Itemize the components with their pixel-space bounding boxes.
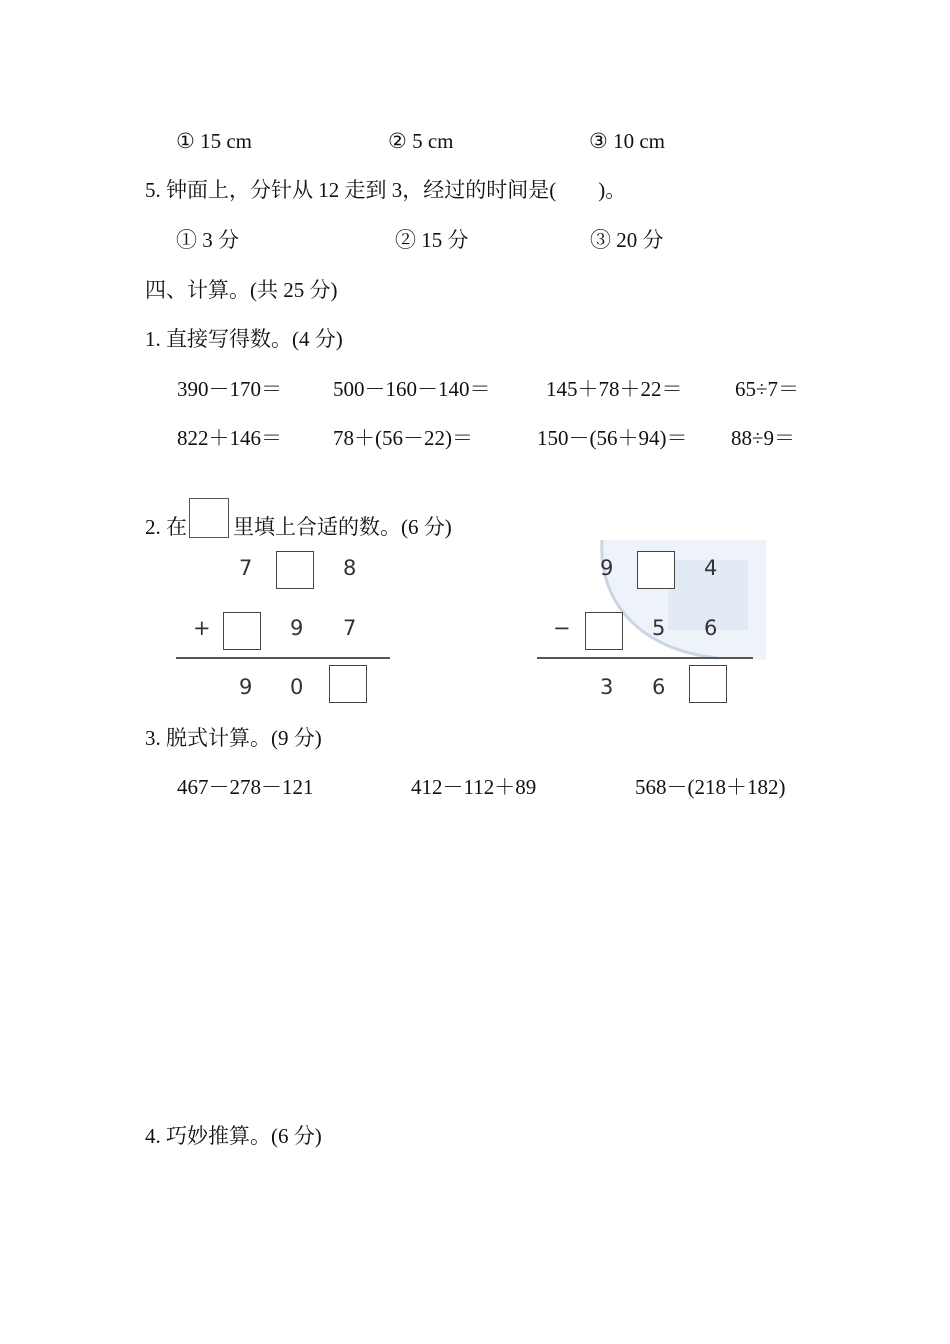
p2-title xyxy=(145,498,452,541)
sub-blank-result[interactable] xyxy=(689,665,727,703)
p3-expr-1: 467－278－121 xyxy=(177,775,314,799)
add-blank-result[interactable] xyxy=(329,665,367,703)
p3-expr-3: 568－(218＋182) xyxy=(635,775,786,799)
q4-option-1: ① 15 cm xyxy=(176,129,252,153)
sub-operator: − xyxy=(553,616,571,640)
p1-r2-c3: 150－(56＋94)＝ xyxy=(537,426,688,450)
p1-r1-c1: 390－170＝ xyxy=(177,377,282,401)
p1-r1-c2: 500－160－140＝ xyxy=(333,377,491,401)
add-top-right: 8 xyxy=(343,556,357,580)
sub-result-line xyxy=(537,657,753,659)
q5-option-2: ② 15 分 xyxy=(395,228,469,252)
add-res-left: 9 xyxy=(239,675,253,699)
p2-title-suffix: 里填上合适的数。(6 分) xyxy=(233,515,452,539)
sub-top-left: 9 xyxy=(600,556,614,580)
p1-title: 1. 直接写得数。(4 分) xyxy=(145,327,343,351)
sub-mid-right: 6 xyxy=(704,616,718,640)
q5-option-1: ① 3 分 xyxy=(176,228,239,252)
add-top-left: 7 xyxy=(239,556,253,580)
p1-r2-c4: 88÷9＝ xyxy=(731,426,796,450)
sub-res-left: 3 xyxy=(600,675,614,699)
sub-blank-mid[interactable] xyxy=(585,612,623,650)
q5-option-3: ③ 20 分 xyxy=(590,228,664,252)
sub-res-mid: 6 xyxy=(652,675,666,699)
add-result-line xyxy=(176,657,390,659)
add-blank-mid[interactable] xyxy=(223,612,261,650)
sub-mid-mid: 5 xyxy=(652,616,666,640)
p1-r2-c1: 822＋146＝ xyxy=(177,426,282,450)
add-blank-top[interactable] xyxy=(276,551,314,589)
p1-r2-c2: 78＋(56－22)＝ xyxy=(333,426,473,450)
q4-option-3: ③ 10 cm xyxy=(589,129,665,153)
add-mid-mid: 9 xyxy=(290,616,304,640)
p3-expr-2: 412－112＋89 xyxy=(411,775,537,799)
watermark-logo-icon xyxy=(598,540,766,660)
p4-title: 4. 巧妙推算。(6 分) xyxy=(145,1124,322,1148)
q5-stem: 5. 钟面上，分针从 12 走到 3，经过的时间是( )。 xyxy=(145,178,627,202)
blank-box-icon xyxy=(189,498,229,538)
add-operator: + xyxy=(193,616,211,640)
p1-r1-c3: 145＋78＋22＝ xyxy=(546,377,683,401)
add-mid-right: 7 xyxy=(343,616,357,640)
p3-title: 3. 脱式计算。(9 分) xyxy=(145,726,322,750)
section4-title: 四、计算。(共 25 分) xyxy=(145,278,338,302)
sub-top-right: 4 xyxy=(704,556,718,580)
p2-title-prefix: 2. 在 xyxy=(145,515,187,539)
q4-option-2: ② 5 cm xyxy=(388,129,454,153)
sub-blank-top[interactable] xyxy=(637,551,675,589)
add-res-mid: 0 xyxy=(290,675,304,699)
p1-r1-c4: 65÷7＝ xyxy=(735,377,800,401)
